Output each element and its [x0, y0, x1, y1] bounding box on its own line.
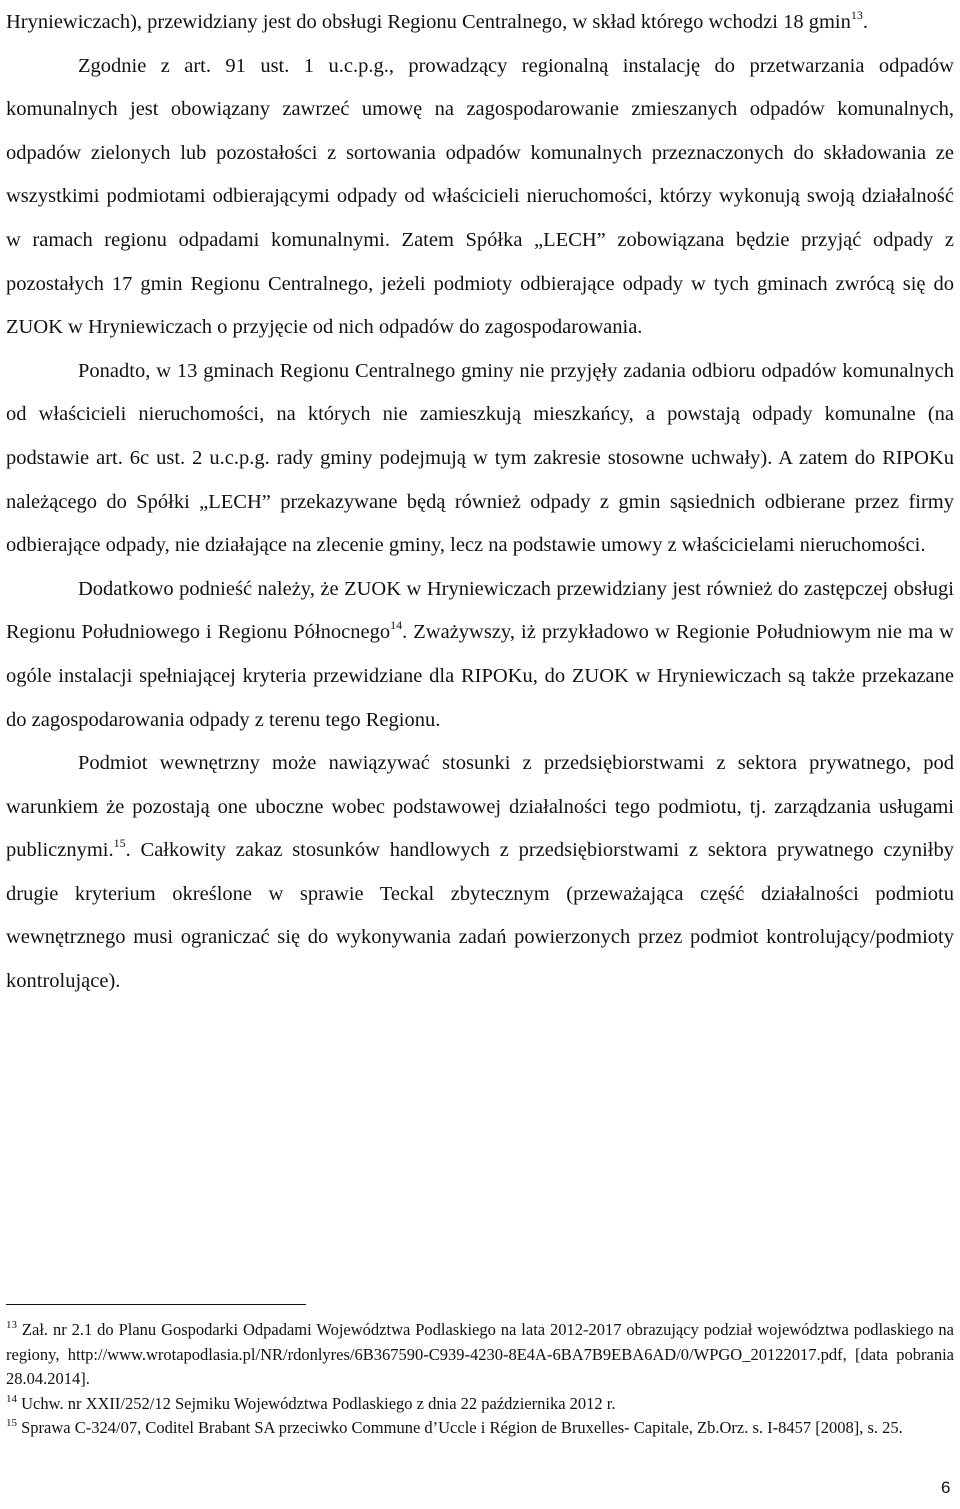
footnote-14 — [6, 1392, 954, 1417]
footnote-text: Sprawa C-324/07, Coditel Brabant SA przeciwko Commune d’Uccle i Région de Bruxelles- Capitale, Zb.Orz. s. I‑8457 [2008], s. 25. — [21, 1418, 903, 1437]
footnote-number: 14 — [6, 1392, 17, 1405]
footnote-separator — [6, 1304, 306, 1305]
paragraph-text: . — [862, 11, 868, 33]
paragraph-text: . Całkowity zakaz stosunków handlowych z przedsiębiorstwami z sektora prywatnego czyniłby drugie kryterium określone w sprawie Teckal zbytecznym (przeważająca część działalności podmiotu wewnętrznego musi ograniczać się do wykonywania zadań powierzonych przez podmiot kontrolujący/podmioty kontrolujące). — [6, 839, 954, 993]
footnote-text: Zał. nr 2.1 do Planu Gospodarki Odpadami Województwa Podlaskiego na lata 2012-2017 obrazujący podział województwa podlaskiego na regiony, http://www.wrotapodlasia.pl/NR/rdonlyres/6B367590-C939-4230-8E4A-6BA7B9EBA6AD/0/WPGO_20122017.pdf, [data pobrania 28.04.2014]. — [6, 1320, 954, 1388]
paragraph-dodatkowo — [6, 568, 954, 742]
footnote-13 — [6, 1318, 954, 1392]
footnote-text: Uchw. nr XXII/252/12 Sejmiku Województwa Podlaskiego z dnia 22 października 2012 r. — [21, 1393, 616, 1413]
paragraph-text: Dodatkowo podnieść należy, że ZUOK w Hryniewiczach przewidziany jest również do zastępczej obsługi Regionu Południowego i Regionu Północnego — [6, 577, 954, 644]
footnotes — [6, 1318, 954, 1441]
footnote-ref-15[interactable]: 15 — [113, 836, 126, 851]
paragraph-art-91: Zgodnie z art. 91 ust. 1 u.c.p.g., prowadzący regionalną instalację do przetwarzania odpadów komunalnych jest obowiązany zawrzeć umowę na zagospodarowanie zmieszanych odpadów komunalnych, odpadów zielonych lub pozostałości z sortowania odpadów komunalnych przeznaczonych do składowania ze wszystkimi podmiotami odbierającymi odpady od właścicieli nieruchomości, którzy wykonują swoją działalność w ramach regionu odpadami komunalnymi. Zatem Spółka „LECH” zobowiązana będzie przyjąć odpady z pozostałych 17 gmin Regionu Centralnego, jeżeli podmioty odbierające odpady w tych gminach zwrócą się do ZUOK w Hryniewiczach o przyjęcie od nich odpadów do zagospodarowania. — [6, 54, 954, 339]
footnote-number: 15 — [6, 1417, 17, 1429]
paragraph-podmiot — [6, 742, 954, 1004]
document-page — [6, 0, 954, 1437]
footnote-ref-14[interactable]: 14 — [390, 618, 403, 633]
page-number: 6 — [941, 1478, 951, 1497]
paragraph-13-gmin: Ponadto, w 13 gminach Regionu Centralnego gminy nie przyjęły zadania odbioru odpadów komunalnych od właścicieli nieruchomości, na których nie zamieszkują mieszkańcy, a powstają odpady komunalne (na podstawie art. 6c ust. 2 u.c.p.g. rady gminy podejmują w tym zakresie stosowne uchwały). A zatem do RIPOKu należącego do Spółki „LECH” przekazywane będą również odpady z gmin sąsiednich odbierane przez firmy odbierające odpady, nie działające na zlecenie gminy, lecz na podstawie umowy z właścicielami nieruchomości. — [6, 359, 954, 557]
paragraph-text: Hryniewiczach), przewidziany jest do obsługi Regionu Centralnego, w skład którego wchodzi 18 gmin — [6, 11, 851, 33]
paragraph-continuation — [6, 1, 954, 45]
paragraph-text: . Zważywszy, iż przykładowo w Regionie Południowym nie ma w ogóle instalacji spełniającej kryteria przewidziane dla RIPOKu, do ZUOK w Hryniewiczach są także przekazane do zagospodarowania odpady z terenu tego Regionu. — [6, 621, 954, 731]
footnote-15 — [6, 1416, 954, 1441]
footnote-number: 13 — [6, 1319, 17, 1331]
paragraph-text: Podmiot wewnętrzny może nawiązywać stosunki z przedsiębiorstwami z sektora prywatnego, pod warunkiem że pozostają one uboczne wobec podstawowej działalności tego podmiotu, tj. zarządzania usługami publicznymi. — [6, 752, 954, 862]
footnote-ref-13[interactable]: 13 — [850, 8, 863, 22]
